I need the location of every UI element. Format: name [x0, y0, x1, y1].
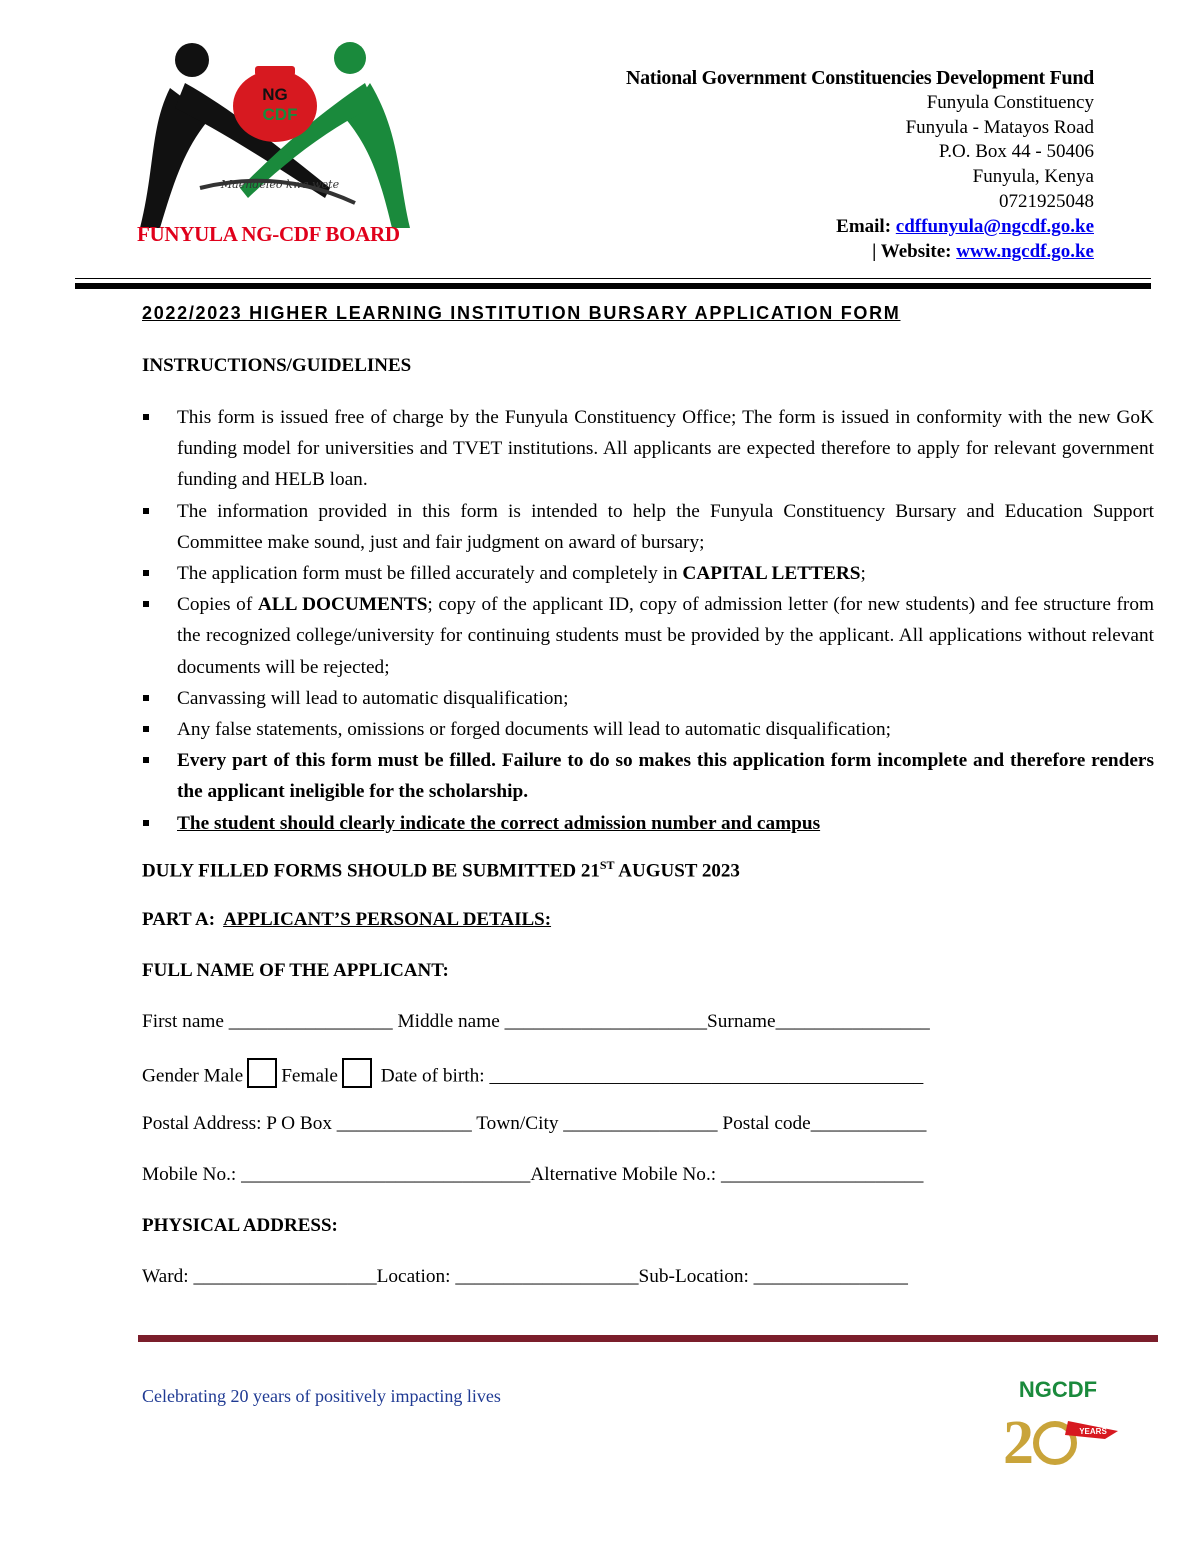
ngcdf-board-logo — [130, 38, 420, 248]
constituency-name: Funyula Constituency — [926, 91, 1094, 113]
organisation-address-block — [626, 66, 1094, 264]
mobile-row — [142, 1164, 923, 1186]
header-divider-thin — [75, 278, 1151, 279]
list-item: The information provided in this form is intended to help the Funyula Constituency Bursary and Education Support Committee make sound, just and fair judgment on award of bursary; — [142, 496, 1154, 558]
logo-motto: Maendeleo kwa wote — [220, 178, 340, 191]
sub-location-field[interactable]: Sub-Location: ________________ — [638, 1266, 908, 1287]
header-divider — [75, 283, 1151, 289]
email-link[interactable]: cdffunyula@ngcdf.go.ke — [895, 215, 1094, 237]
po-box: P.O. Box 44 - 50406 — [938, 141, 1094, 163]
website-line — [626, 240, 1094, 265]
footer-tagline: Celebrating 20 years of positively impacting lives — [142, 1386, 501, 1406]
postal-address-field[interactable]: Postal Address: P O Box ______________ — [142, 1113, 472, 1134]
list-item: The application form must be filled accurately and completely in CAPITAL LETTERS; — [142, 558, 1154, 589]
female-label: Female — [281, 1065, 338, 1087]
website-link[interactable]: www.ngcdf.go.ke — [956, 240, 1094, 262]
footer-divider — [138, 1335, 1158, 1342]
town-city-field[interactable]: Town/City ________________ — [471, 1113, 718, 1134]
male-checkbox[interactable] — [247, 1058, 277, 1088]
full-name-heading: FULL NAME OF THE APPLICANT: — [142, 960, 449, 981]
first-name-field[interactable]: First name _________________ — [142, 1011, 393, 1032]
website-label: | Website: — [872, 240, 952, 262]
postal-row — [142, 1113, 926, 1135]
logo-right-head — [334, 42, 366, 74]
list-item: Any false statements, omissions or forged documents will lead to automatic disqualification; — [142, 714, 1154, 745]
name-fields-row — [142, 1011, 930, 1033]
female-checkbox[interactable] — [342, 1058, 372, 1088]
location-field[interactable]: Location: ___________________ — [376, 1266, 639, 1287]
form-title: 2022/2023 HIGHER LEARNING INSTITUTION BURSARY APPLICATION FORM — [142, 303, 901, 323]
middle-name-field[interactable]: Middle name _____________________ — [392, 1011, 708, 1032]
footer-logo-name: NGCDF — [1018, 1377, 1098, 1402]
list-item: Copies of ALL DOCUMENTS; copy of the applicant ID, copy of admission letter (for new students) and fee structure from the recognized college/university for continuing students must be provided by the applicant. All applications without relevant documents will be rejected; — [142, 589, 1154, 683]
gender-dob-row — [142, 1062, 923, 1092]
list-item: Canvassing will lead to automatic disqualification; — [142, 683, 1154, 714]
physical-address-row — [142, 1266, 908, 1288]
footer-logo-years: YEARS — [1079, 1427, 1107, 1436]
email-line — [626, 215, 1094, 240]
ward-field[interactable]: Ward: ___________________ — [142, 1266, 377, 1287]
list-item: Every part of this form must be filled. Failure to do so makes this application form incomplete and therefore renders the applicant ineligible for the scholarship. — [142, 745, 1154, 807]
town: Funyula, Kenya — [972, 166, 1094, 188]
surname-field[interactable]: Surname________________ — [707, 1011, 930, 1032]
ngcdf-20-years-logo — [993, 1375, 1123, 1470]
office-road: Funyula - Matayos Road — [905, 116, 1094, 138]
svg-text:2: 2 — [1003, 1409, 1034, 1470]
organisation-title: National Government Constituencies Development Fund — [625, 67, 1094, 89]
list-item: The student should clearly indicate the correct admission number and campus — [142, 808, 1154, 839]
mobile-field[interactable]: Mobile No.: ______________________________ — [142, 1164, 531, 1185]
gender-male-label: Gender Male — [142, 1065, 244, 1087]
instructions-heading: INSTRUCTIONS/GUIDELINES — [142, 355, 412, 376]
email-label: Email: — [836, 215, 892, 237]
phone-number: 0721925048 — [999, 190, 1094, 212]
svg-text:CDF: CDF — [262, 105, 298, 124]
board-name: FUNYULA NG-CDF BOARD — [137, 222, 400, 246]
logo-left-head — [175, 43, 209, 77]
physical-address-heading: PHYSICAL ADDRESS: — [142, 1215, 338, 1236]
postal-code-field[interactable]: Postal code____________ — [717, 1113, 927, 1134]
instructions-list — [142, 402, 1154, 839]
submission-deadline: DULY FILLED FORMS SHOULD BE SUBMITTED 21ST AUGUST 2023 — [142, 858, 740, 882]
part-a-heading: PART A: APPLICANT’S PERSONAL DETAILS: — [142, 909, 552, 930]
date-of-birth-field[interactable]: Date of birth: _____________________________________________ — [375, 1065, 924, 1087]
list-item: This form is issued free of charge by the Funyula Constituency Office; The form is issued in conformity with the new GoK funding model for universities and TVET institutions. All applicants are expected therefore to apply for relevant government funding and HELB loan. — [142, 402, 1154, 496]
alternative-mobile-field[interactable]: Alternative Mobile No.: _____________________ — [530, 1164, 924, 1185]
logo-text: NG — [262, 85, 288, 104]
